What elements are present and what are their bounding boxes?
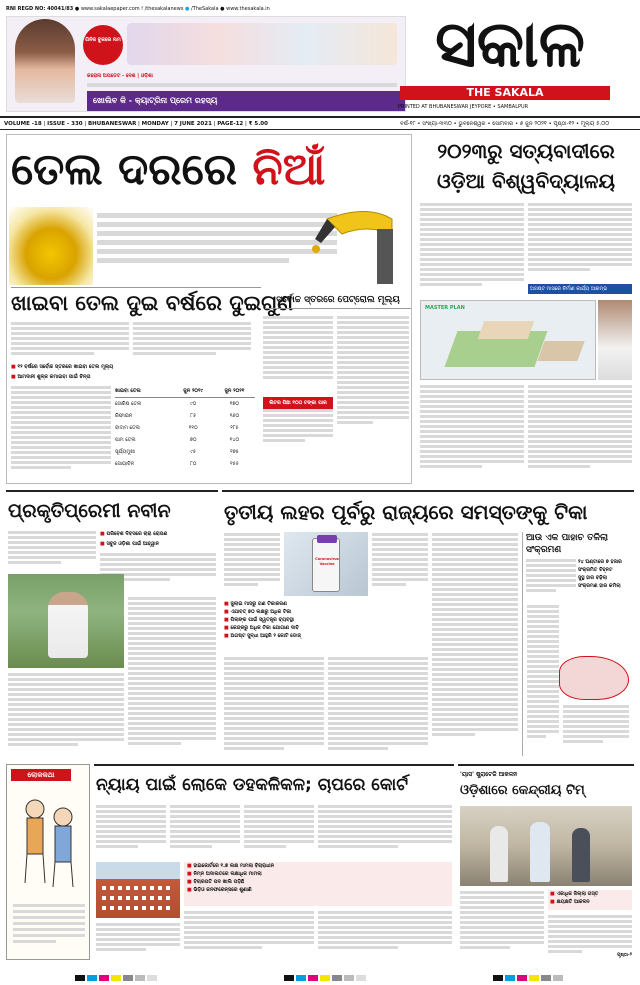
- university-body-3: [420, 384, 524, 480]
- master-plan-image: [420, 300, 596, 380]
- court-body-4: [318, 804, 452, 858]
- table-row: [115, 410, 255, 422]
- infection-body-3: [563, 704, 629, 752]
- table-cell: ୧୭୫: [230, 449, 239, 455]
- central-team-headline: ଓଡ଼ିଶାରେ କେନ୍ଦ୍ରୀୟ ଟିମ୍: [460, 783, 585, 798]
- dateline-odia: ବର୍ଷ-୧୮ • ସଂଖ୍ୟା-୩୩୦ • ଭୁବନେଶ୍ୱର • ସୋମବାର • ୭ ଜୁନ ୨୦୨୧ • ପୃଷ୍ଠା-୧୨ • ମୂଲ୍ୟ ୫.୦୦: [400, 121, 610, 127]
- website-link-2[interactable]: www.thesakala.in: [226, 6, 270, 12]
- court-bullet-text: ଭିଡ଼ିଓ କନଫରେନ୍ସରେ ଶୁଣାଣି: [193, 887, 252, 893]
- city: BHUBANESWAR: [87, 121, 137, 127]
- vaccine-body-4: [328, 656, 428, 756]
- table-cell: ୯୦: [190, 401, 197, 407]
- swatch-cyan: [296, 975, 306, 981]
- date: 7 JUNE 2021: [174, 121, 212, 127]
- swatch-gray: [123, 975, 133, 981]
- table-header-cell: ଖାଇବା ତେଲ: [115, 388, 141, 394]
- court-bullet-text: ନିମ୍ନ ଅଦାଲତରେ ଲକ୍ଷାଧିକ ମାମଲା: [193, 871, 262, 877]
- table-cell: ସୂର୍ଯ୍ୟମୁଖୀ: [115, 449, 135, 455]
- university-story: [416, 134, 636, 484]
- cm-photo: [598, 300, 632, 380]
- central-bullet-1: ■ ଏକାଧିକ ଜିଲ୍ଲା ଗସ୍ତ: [550, 891, 599, 897]
- lead-headline: [11, 137, 409, 203]
- swatch-gray: [356, 975, 366, 981]
- logo-block: [380, 6, 634, 114]
- vaccine-bullet: ■ କେନ୍ଦ୍ରରୁ ଅଧିକ ଟିକା ଯୋଗାଣ ଦାବି: [224, 625, 299, 631]
- vaccine-bullet-text: କେନ୍ଦ୍ରରୁ ଅଧିକ ଟିକା ଯୋଗାଣ ଦାବି: [230, 625, 299, 631]
- infection-headline: ଆଉ ଏକ ପାହାଚ ତଳିଲା ସଂକ୍ରମଣ: [526, 533, 608, 555]
- covid-stats: [87, 83, 397, 87]
- facebook-link[interactable]: /thesakalanews: [144, 6, 184, 12]
- vaccine-body-5: [432, 532, 518, 756]
- court-story: [94, 764, 454, 960]
- lead-sub-left: ଖାଇବା ତେଲ ଦୁଇ ବର୍ଷରେ ଦୁଇଗୁଣ: [11, 287, 261, 317]
- lead-story: [6, 134, 412, 484]
- lead-bullet-2-text: ଆମଦାନୀ ଶୁଳ୍କ କମାଇବା ପାଇଁ ଚିନ୍ତା: [17, 374, 91, 380]
- plan-building: [478, 321, 535, 339]
- swatch-black: [284, 975, 294, 981]
- logo-odia: ସକାଳ: [435, 8, 585, 82]
- window-row: [102, 906, 174, 910]
- fuel-nozzle: [307, 199, 407, 289]
- swatch-black: [75, 975, 85, 981]
- table-cell: ୮୦: [190, 461, 197, 467]
- oil-photo: [9, 207, 93, 285]
- vial-label: Coronavirus Vaccine: [315, 557, 339, 566]
- infection-line-2: ସଂକ୍ରମିତ ଚିହ୍ନଟ: [578, 567, 613, 573]
- swatch-yellow: [529, 975, 539, 981]
- table-header-cell: ଜୁନ ୨୦୧୯: [183, 388, 204, 394]
- court-bullet: ■ ଭିଡ଼ିଓ କନଫରେନ୍ସରେ ଶୁଣାଣି: [187, 887, 252, 893]
- vaccine-bullet-text: ଜୁଲାଇ ମାସରୁ ଗଣ ଟିକାକରଣ: [230, 601, 287, 607]
- master-plan-label: MASTER PLAN: [425, 305, 465, 311]
- court-bullet: ■ ହାଇକୋର୍ଟରେ ୧.୭ ଲକ୍ଷ ମାମଲା ବିଚାରାଧୀନ: [187, 863, 275, 869]
- lead-headline-black: ତେଲ ଦରରେ: [11, 144, 238, 195]
- lead-body-left-2: [133, 321, 251, 361]
- court-body-5: [96, 922, 180, 958]
- lead-intro: [97, 211, 337, 283]
- logo-english: THE SAKALA: [400, 86, 610, 100]
- lokakatha-label: ଲୋକକଥା: [11, 769, 71, 781]
- table-row: [115, 458, 255, 470]
- cartoon-figures-icon: [13, 787, 85, 897]
- fuel-nozzle-icon: [307, 199, 407, 289]
- swatch-gray: [541, 975, 551, 981]
- table-cell: ୧୭୦: [229, 401, 240, 407]
- dateline: [0, 116, 640, 130]
- table-cell: ସୋୟାବିନ: [115, 461, 135, 467]
- vaccine-bullet-text: ଏଯାବତ୍ ୭୦ ଲକ୍ଷରୁ ଅଧିକ ଟିକା: [230, 609, 292, 615]
- university-body-2: [528, 202, 632, 282]
- court-bullet-text: ବିଚାରପତି ପଦ ଖାଲି ପଡ଼ିଛି: [193, 879, 245, 885]
- table-cell: ୧୧୦: [188, 425, 198, 431]
- swatch-gray: [553, 975, 563, 981]
- table-row: [115, 398, 255, 410]
- central-team-story: [458, 764, 634, 960]
- table-row: [115, 422, 255, 434]
- table-cell: ୧୪୦: [229, 437, 240, 443]
- vial-cap: [317, 535, 337, 543]
- promo-tagline-bar: [87, 91, 405, 111]
- top-links: [6, 4, 406, 14]
- person-figure: [48, 592, 88, 658]
- lead-sub-right: ସର୍ବୋଚ୍ଚ ସ୍ତରରେ ପେଟ୍ରୋଲ ମୂଲ୍ୟ: [265, 291, 411, 309]
- swatch-gray: [344, 975, 354, 981]
- pages: PAGE-12: [217, 121, 244, 127]
- vaccine-bullets: [224, 600, 428, 652]
- naveen-body-3: [128, 596, 216, 756]
- regd-no: RNI REGD NO: 40041/83: [6, 6, 74, 12]
- print-line: [398, 102, 628, 112]
- lead-body-left-3: [11, 385, 111, 479]
- swatch-magenta: [517, 975, 527, 981]
- lead-body-right-2: [337, 315, 409, 479]
- vaccine-bullet: ■ ପିଲାଙ୍କ ପାଇଁ ସ୍ୱତନ୍ତ୍ର ବ୍ୟବସ୍ଥା: [224, 617, 294, 623]
- table-cell: ୯୫: [190, 449, 197, 455]
- infection-stats: [578, 558, 632, 590]
- swatch-magenta: [308, 975, 318, 981]
- court-bullet: ■ ବିଚାରପତି ପଦ ଖାଲି ପଡ଼ିଛି: [187, 879, 245, 885]
- table-cell: ୧୫୫: [229, 461, 239, 467]
- website-link[interactable]: www.sakalaepaper.com: [80, 6, 140, 12]
- swatch-gray: [147, 975, 157, 981]
- central-bullet-2: ■ କ୍ଷୟକ୍ଷତି ଆକଳନ: [550, 899, 590, 905]
- lokakatha: [6, 764, 90, 960]
- naveen-story: [6, 490, 218, 758]
- person-figure: [530, 822, 550, 882]
- table-cell: ୧୮୫: [230, 425, 239, 431]
- swatch-cyan: [505, 975, 515, 981]
- twitter-icon: ●: [185, 6, 190, 12]
- table-row: [115, 446, 255, 458]
- table-cell: ୭୦: [189, 437, 197, 443]
- vaccine-headline: ତୃତୀୟ ଲହର ପୂର୍ବରୁ ରାଜ୍ୟରେ ସମସ୍ତଙ୍କୁ ଟିକା: [224, 500, 588, 524]
- window-row: [102, 896, 174, 900]
- naveen-point-2-text: ସବୁଜ ଓଡ଼ିଶା ପାଇଁ ଆହ୍ୱାନ: [106, 541, 159, 547]
- issue: ISSUE - 330: [47, 121, 83, 127]
- central-team-bullets: [548, 890, 632, 910]
- naveen-body-1: [8, 530, 96, 570]
- promo-badge: ଗିନିଜ ବୁକରେ ନାମ: [83, 25, 123, 65]
- central-bullet-1-text: ଏକାଧିକ ଜିଲ୍ଲା ଗସ୍ତ: [556, 891, 599, 897]
- swatch-magenta: [99, 975, 109, 981]
- vaccine-vial: [312, 538, 340, 592]
- swatch-gray: [332, 975, 342, 981]
- lead-bullet-1: ■ ୧୨ ବର୍ଷରେ ସର୍ବୋଚ୍ଚ ସ୍ତରରେ ଖାଇବା ତେଲ ମୂଲ୍ୟ: [11, 364, 114, 370]
- actress-photo: [15, 19, 75, 103]
- table-cell: ୮୫: [190, 413, 197, 419]
- table-row: [115, 434, 255, 446]
- central-team-photo: [460, 806, 632, 886]
- globe-icon: ●: [74, 6, 80, 12]
- facebook-icon: f: [141, 6, 144, 12]
- vaccine-story: [222, 490, 634, 758]
- cartoon-drawing: [13, 787, 85, 897]
- vaccine-bullet: ■ ଏଯାବତ୍ ୭୦ ଲକ୍ଷରୁ ଅଧିକ ଟିକା: [224, 609, 292, 615]
- oil-price-table: [115, 385, 255, 479]
- naveen-point-2: ■ ସବୁଜ ଓଡ଼ିଶା ପାଇଁ ଆହ୍ୱାନ: [100, 541, 159, 547]
- odisha-map: [559, 656, 629, 700]
- court-body-1: [96, 804, 166, 858]
- university-body-4: [528, 384, 632, 480]
- swatch-cyan: [87, 975, 97, 981]
- promo-banner: [6, 16, 406, 112]
- infection-story: [522, 532, 632, 756]
- infection-line-1: ୨୪ ଘଣ୍ଟାରେ ୭ ହଜାର: [578, 559, 622, 565]
- red-box: ଲିଟର ପିଛା ୧୦୦ ଟଙ୍କା ପାର: [263, 397, 333, 409]
- central-team-kicker: 'ୟାସ' ଷ୍ଟ୍ରାଟେଜି ଆକଳନ: [460, 771, 518, 778]
- editions: JEYPORE • SAMBALPUR: [469, 104, 529, 110]
- twitter-link[interactable]: /TheSakala: [191, 6, 219, 12]
- court-bullet-text: ହାଇକୋର୍ଟରେ ୧.୭ ଲକ୍ଷ ମାମଲା ବିଚାରାଧୀନ: [193, 863, 275, 869]
- university-caption: ଅଗଷ୍ଟ ମାସରେ ନିର୍ମାଣ କାର୍ଯ୍ୟ ଆରମ୍ଭ: [528, 284, 632, 294]
- covid-graphics: [127, 23, 397, 65]
- naveen-body-4: [8, 672, 124, 756]
- naveen-point-1: ■ ପରିବେଶ ଦିବସରେ ଚାରା ରୋପଣ: [100, 531, 168, 537]
- university-body-1: [420, 202, 524, 298]
- promo-tag: ଖୋଲିବ କି - କ୍ୟାଟ୍ରିନା ପ୍ରେମ ରହସ୍ୟ: [93, 96, 218, 105]
- vaccine-body-3: [224, 656, 324, 756]
- infection-body-1: [526, 558, 576, 598]
- court-bullets: [184, 862, 452, 906]
- swatch-yellow: [320, 975, 330, 981]
- infection-line-4: ସଂକ୍ରମଣ ହାର କମିଲା: [578, 583, 621, 589]
- table-cell: ବାଦାମ ତେଲ: [115, 425, 140, 431]
- covid-line: କରୋନା ଅପଡେଟ - ଦେଶ | ଓଡ଼ିଶା: [87, 73, 153, 79]
- court-headline: ନ୍ୟାୟ ପାଇଁ ଲୋକେ ଡହକଳିକଳ; ଚାପରେ କୋର୍ଟ: [96, 775, 409, 795]
- printed-at: PRINTED AT BHUBANESWAR: [398, 104, 469, 110]
- vaccine-bullet-text: ଅଗଷ୍ଟ ସୁଦ୍ଧା ଆହୁରି ୨ କୋଟି ଡୋଜ୍: [230, 633, 301, 639]
- naveen-photo: [8, 574, 124, 668]
- vaccine-bullet-text: ପିଲାଙ୍କ ପାଇଁ ସ୍ୱତନ୍ତ୍ର ବ୍ୟବସ୍ଥା: [230, 617, 294, 623]
- plan-building: [537, 341, 584, 361]
- cartoon-caption: [13, 903, 85, 955]
- table-cell: ୧୬୦: [229, 413, 240, 419]
- table-header-cell: ଜୁନ ୨୦୨୧: [224, 388, 245, 394]
- court-bullet: ■ ନିମ୍ନ ଅଦାଲତରେ ଲକ୍ଷାଧିକ ମାମଲା: [187, 871, 262, 877]
- lead-body-left-1: [11, 321, 129, 361]
- infection-body-2: [527, 604, 559, 752]
- vaccine-bullet: ■ ଜୁଲାଇ ମାସରୁ ଗଣ ଟିକାକରଣ: [224, 601, 287, 607]
- swatch-gray: [135, 975, 145, 981]
- university-headline-2: ଓଡ଼ିଆ ବିଶ୍ୱବିଦ୍ୟାଳୟ: [437, 169, 615, 193]
- table-cell: ରିଫାଇନ: [115, 413, 133, 419]
- vaccine-bullet: ■ ଅଗଷ୍ଟ ସୁଦ୍ଧା ଆହୁରି ୨ କୋଟି ଡୋଜ୍: [224, 633, 301, 639]
- infection-line-3: ସୁସ୍ଥ ହାର ବଢ଼ିଲା: [578, 575, 608, 581]
- vaccine-body-2: [372, 532, 428, 596]
- lead-bullet-1-text: ୧୨ ବର୍ଷରେ ସର୍ବୋଚ୍ଚ ସ୍ତରରେ ଖାଇବା ତେଲ ମୂଲ୍ୟ: [17, 364, 114, 370]
- vaccine-photo: [284, 532, 368, 596]
- globe-icon: ●: [220, 6, 225, 12]
- volume: VOLUME -18: [4, 121, 42, 127]
- naveen-point-1-text: ପରିବେଶ ଦିବସରେ ଚାରା ରୋପଣ: [106, 531, 168, 537]
- court-building-photo: [96, 862, 180, 918]
- lead-headline-red: ନିଆଁ: [252, 144, 326, 195]
- table-header: [115, 385, 255, 398]
- person-figure: [572, 828, 590, 882]
- window-row: [102, 886, 174, 890]
- price: ₹ 5.00: [248, 121, 268, 127]
- swatch-yellow: [111, 975, 121, 981]
- court-body-6: [184, 910, 314, 958]
- court-body-3: [244, 804, 314, 858]
- page-marker: ପୃଷ୍ଠା-୨: [617, 953, 632, 958]
- court-body-7: [318, 910, 452, 958]
- court-body-2: [170, 804, 240, 858]
- dateline-english: VOLUME -18 | ISSUE - 330 | BHUBANESWAR | MONDAY | 7 JUNE 2021 | PAGE-12 | ₹ 5.00: [4, 121, 268, 127]
- naveen-headline: ପ୍ରକୃତିପ୍ରେମୀ ନବୀନ: [8, 500, 171, 522]
- table-cell: ପାମ ତେଲ: [115, 437, 136, 443]
- vaccine-body-1: [224, 532, 280, 596]
- central-bullet-2-text: କ୍ଷୟକ୍ଷତି ଆକଳନ: [556, 899, 590, 905]
- color-registration-strip: [20, 966, 620, 974]
- swatch-black: [493, 975, 503, 981]
- university-headline-1: ୨୦୨୩ରୁ ସତ୍ୟବାଦୀରେ: [437, 139, 615, 163]
- person-figure: [490, 826, 508, 882]
- lead-bullet-2: ■ ଆମଦାନୀ ଶୁଳ୍କ କମାଇବା ପାଇଁ ଚିନ୍ତା: [11, 374, 91, 380]
- day: MONDAY: [141, 121, 169, 127]
- table-cell: ସୋରିଷ ତେଲ: [115, 401, 142, 407]
- central-team-body-1: [460, 890, 544, 958]
